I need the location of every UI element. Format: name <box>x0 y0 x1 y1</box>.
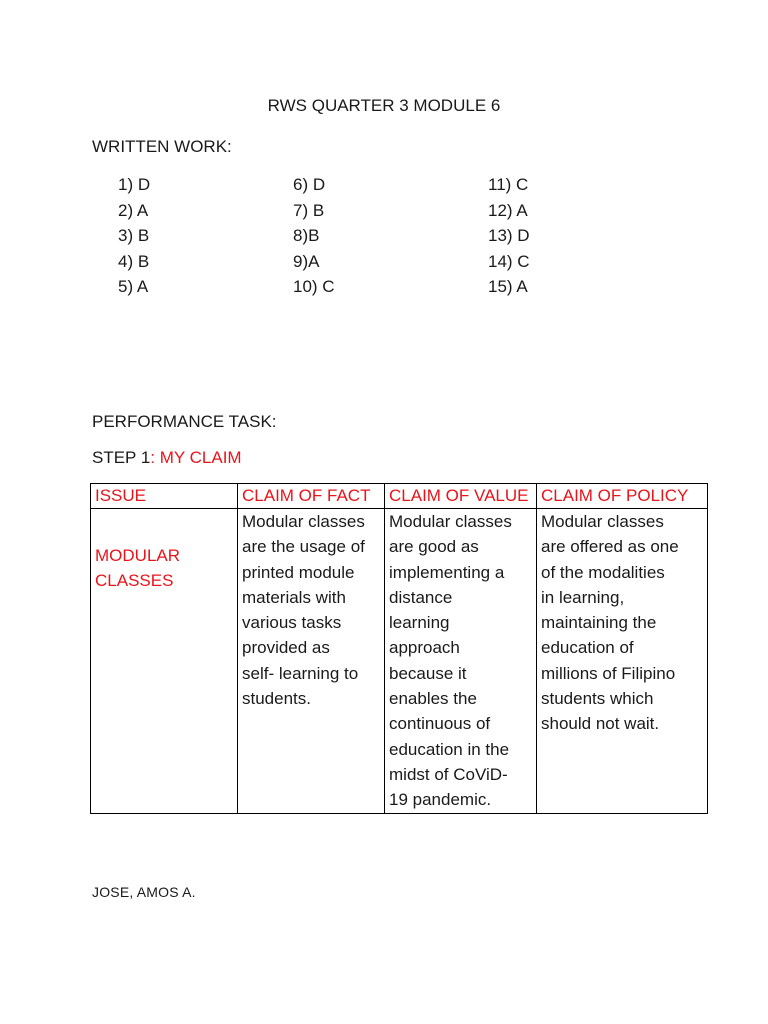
cell-line: approach <box>389 638 460 658</box>
cell-line: continuous of <box>389 714 491 734</box>
performance-task-heading: PERFORMANCE TASK: <box>92 412 277 431</box>
header-claim-of-policy: CLAIM OF POLICY <box>537 484 708 509</box>
cell-line: midst of CoViD- <box>389 764 508 784</box>
issue-line: CLASSES <box>95 571 174 591</box>
cell-line: are the usage of <box>242 537 365 557</box>
cell-line: Modular classes <box>242 512 365 531</box>
cell-line: maintaining the <box>541 613 657 633</box>
step-heading <box>92 448 242 468</box>
answer-item: 6) D <box>293 175 326 194</box>
cell-line: 19 pandemic. <box>389 790 492 810</box>
table-header-row <box>91 484 708 509</box>
header-issue: ISSUE <box>91 484 238 509</box>
answer-item: 11) C <box>488 175 529 194</box>
answer-item: 5) A <box>118 277 149 296</box>
claims-table <box>90 483 708 814</box>
cell-line: Modular classes <box>389 512 512 531</box>
step-title: : MY CLAIM <box>150 448 242 467</box>
table-row <box>91 509 708 814</box>
cell-line: self- learning to <box>242 663 359 683</box>
answer-item: 9)A <box>293 251 320 271</box>
cell-line: enables the <box>389 689 477 709</box>
cell-line: students which <box>541 689 654 709</box>
claim-of-fact-cell <box>238 509 385 814</box>
answer-item: 3) B <box>118 226 150 245</box>
answer-column-2 <box>293 172 335 300</box>
cell-line: various tasks <box>242 613 342 633</box>
claim-of-policy-cell <box>537 509 708 814</box>
answer-item: 13) D <box>488 226 530 245</box>
document-title: RWS QUARTER 3 MODULE 6 <box>267 96 501 115</box>
answer-item: 1) D <box>118 175 151 194</box>
cell-line: distance <box>389 587 453 607</box>
issue-line: MODULAR <box>95 546 181 565</box>
claim-of-value-cell <box>385 509 537 814</box>
cell-line: millions of Filipino <box>541 663 676 683</box>
cell-line: are good as <box>389 537 479 557</box>
answer-item: 12) A <box>488 200 528 220</box>
answer-item: 10) C <box>293 277 335 296</box>
cell-line: provided as <box>242 638 330 658</box>
cell-line: should not wait. <box>541 714 660 734</box>
cell-line: in learning, <box>541 587 625 607</box>
header-claim-of-fact: CLAIM OF FACT <box>238 484 385 509</box>
cell-line: implementing a <box>389 562 505 582</box>
cell-line: materials with <box>242 587 346 607</box>
header-claim-of-value: CLAIM OF VALUE <box>385 484 537 509</box>
answer-item: 14) C <box>488 251 530 271</box>
cell-line: education in the <box>389 739 510 759</box>
answer-item: 7) B <box>293 200 325 220</box>
cell-line: of the modalities <box>541 562 665 582</box>
written-work-heading: WRITTEN WORK: <box>92 137 232 156</box>
cell-line: printed module <box>242 562 355 582</box>
cell-line: because it <box>389 663 467 683</box>
answer-column-3 <box>488 172 530 300</box>
cell-line: students. <box>242 689 311 709</box>
answer-item: 4) B <box>118 251 150 271</box>
step-label: STEP 1 <box>92 448 151 467</box>
signature-name: JOSE, AMOS A. <box>92 884 196 900</box>
cell-line: are offered as one <box>541 537 679 557</box>
cell-line: learning <box>389 613 450 633</box>
answer-item: 2) A <box>118 200 149 220</box>
cell-line: education of <box>541 638 634 658</box>
cell-line: Modular classes <box>541 512 664 531</box>
answer-column-1 <box>118 172 150 300</box>
answer-item: 15) A <box>488 277 528 296</box>
issue-cell <box>91 509 238 814</box>
answer-item: 8)B <box>293 226 320 245</box>
